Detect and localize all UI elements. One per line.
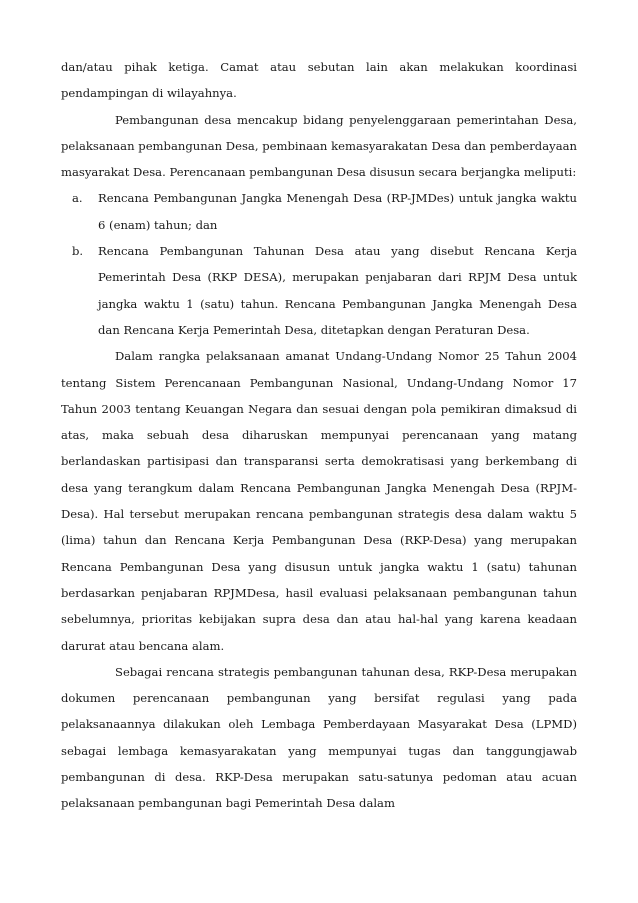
list-item-rkp-desa: [61, 238, 577, 343]
paragraph-amanat-undang-undang: Dalam rangka pelaksanaan amanat Undang-Undang Nomor 25 Tahun 2004 tentang Sistem Perencanaan Pembangunan Nasional, Undang-Undang Nomor 17 Tahun 2003 tentang Keuangan Negara dan sesuai dengan pola pemikiran dimaksud di atas, maka sebuah desa diharuskan mempunyai perencanaan yang matang berlandaskan partisipasi dan transparansi serta demokratisasi yang berkembang di desa yang terangkum dalam Rencana Pembangunan Jangka Menengah Desa (RPJM-Desa). Hal tersebut merupakan rencana pembangunan strategis desa dalam waktu 5 (lima) tahun dan Rencana Kerja Pembangunan Desa (RKP-Desa) yang merupakan Rencana Pembangunan Desa yang disusun untuk jangka waktu 1 (satu) tahunan berdasarkan penjabaran RPJMDesa, hasil evaluasi pelaksanaan pembangunan tahun sebelumnya, prioritas kebijakan supra desa dan atau hal-hal yang karena keadaan darurat atau bencana alam.: [61, 349, 577, 653]
paragraph-pembangunan-desa: Pembangunan desa mencakup bidang penyelenggaraan pemerintahan Desa, pelaksanaan pembangunan Desa, pembinaan kemasyarakatan Desa dan pemberdayaan masyarakat Desa. Perencanaan pembangunan Desa disusun secara berjangka meliputi:: [61, 112, 577, 180]
planning-list: [61, 185, 577, 343]
list-marker-a: a.: [72, 191, 83, 206]
document-page: [61, 54, 577, 817]
paragraph-continuation: dan/atau pihak ketiga. Camat atau sebutan lain akan melakukan koordinasi pendampingan di wilayahnya.: [61, 60, 577, 101]
list-item-rpjmdes: [61, 185, 577, 238]
list-item-text: Rencana Pembangunan Jangka Menengah Desa (RP-JMDes) untuk jangka waktu 6 (enam) tahun; dan: [98, 191, 577, 232]
list-marker-b: b.: [72, 244, 84, 259]
list-item-text: Rencana Pembangunan Tahunan Desa atau yang disebut Rencana Kerja Pemerintah Desa (RKP DESA), merupakan penjabaran dari RPJM Desa untuk jangka waktu 1 (satu) tahun. Rencana Pembangunan Jangka Menengah Desa dan Rencana Kerja Pemerintah Desa, ditetapkan dengan Peraturan Desa.: [98, 244, 577, 337]
paragraph-rkp-desa-strategis: Sebagai rencana strategis pembangunan tahunan desa, RKP-Desa merupakan dokumen perencanaan pembangunan yang bersifat regulasi yang pada pelaksanaannya dilakukan oleh Lembaga Pemberdayaan Masyarakat Desa (LPMD) sebagai lembaga kemasyarakatan yang mempunyai tugas dan tanggungjawab pembangunan di desa. RKP-Desa merupakan satu-satunya pedoman atau acuan pelaksanaan pembangunan bagi Pemerintah Desa dalam: [61, 664, 577, 811]
